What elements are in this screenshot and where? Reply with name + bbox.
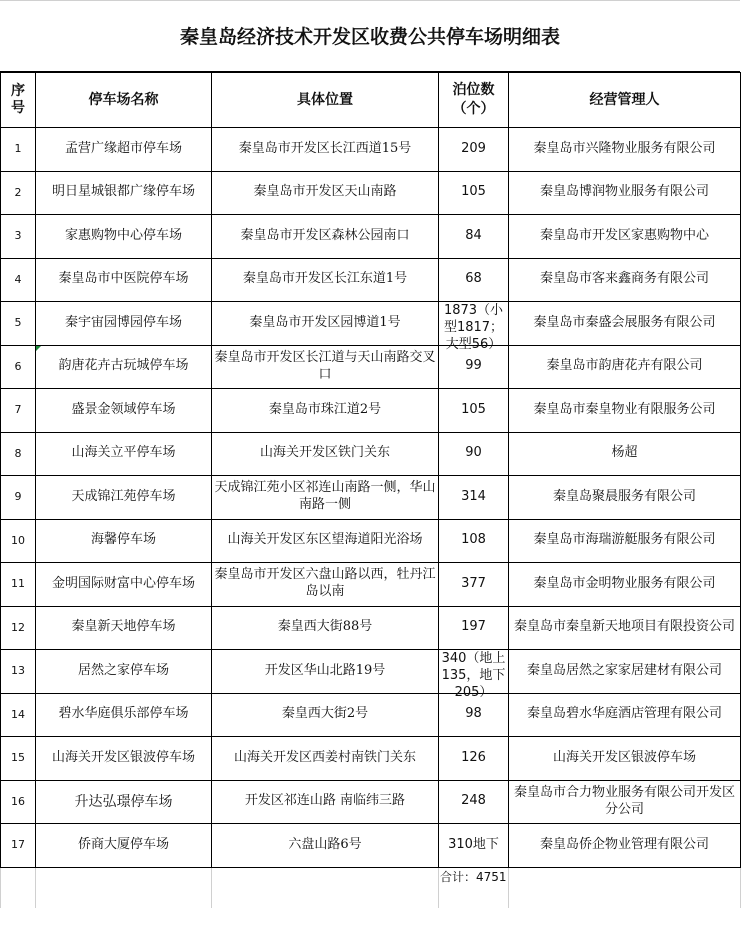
count-value: 105: [461, 401, 486, 417]
count-value: 84: [465, 227, 482, 243]
cell-seq[interactable]: 16: [1, 780, 36, 824]
cell-name[interactable]: 盛景金领域停车场: [36, 389, 212, 433]
table-row: [1, 258, 741, 302]
table-row: [1, 824, 741, 868]
count-value: 340（地上135，地下205）: [441, 651, 506, 701]
cell-name[interactable]: 明日星城银都广缘停车场: [36, 171, 212, 215]
cell-seq[interactable]: 5: [1, 302, 36, 346]
table-row: [1, 737, 741, 781]
cell-name[interactable]: 秦宇宙园博园停车场: [36, 302, 212, 346]
cell-count[interactable]: [439, 519, 509, 563]
cell-name[interactable]: 秦皇岛市中医院停车场: [36, 258, 212, 302]
cell-count[interactable]: [439, 476, 509, 520]
table-row: [1, 215, 741, 259]
count-value: 1873（小型1817；大型56）: [443, 303, 504, 353]
count-value: 105: [461, 184, 486, 200]
count-value: 90: [465, 445, 482, 461]
cell-manager[interactable]: 秦皇岛市客来鑫商务有限公司: [509, 258, 741, 302]
count-value: 126: [461, 749, 486, 765]
cell-manager[interactable]: 秦皇岛市海瑞游艇服务有限公司: [509, 519, 741, 563]
count-value: 68: [465, 271, 482, 287]
cell-name[interactable]: 秦皇新天地停车场: [36, 606, 212, 650]
cell-count[interactable]: [439, 737, 509, 781]
cell-name[interactable]: 天成锦江苑停车场: [36, 476, 212, 520]
table-row: [1, 432, 741, 476]
cell-manager[interactable]: 秦皇岛聚晨服务有限公司: [509, 476, 741, 520]
cell-manager[interactable]: 秦皇岛市秦皇新天地项目有限投资公司: [509, 606, 741, 650]
cell-name[interactable]: 海馨停车场: [36, 519, 212, 563]
cell-location[interactable]: 秦皇岛市开发区天山南路: [212, 171, 439, 215]
cell-manager[interactable]: 秦皇岛侨企物业管理有限公司: [509, 824, 741, 868]
cell-seq[interactable]: 4: [1, 258, 36, 302]
cell-seq[interactable]: 10: [1, 519, 36, 563]
empty-cell[interactable]: [36, 867, 212, 908]
cell-manager[interactable]: 秦皇岛市秦盛会展服务有限公司: [509, 302, 741, 346]
cell-manager[interactable]: 秦皇岛市兴隆物业服务有限公司: [509, 128, 741, 172]
cell-location[interactable]: 秦皇西大街88号: [212, 606, 439, 650]
cell-manager[interactable]: 秦皇岛市秦皇物业有限服务公司: [509, 389, 741, 433]
cell-manager[interactable]: 秦皇岛博润物业服务有限公司: [509, 171, 741, 215]
cell-seq[interactable]: 14: [1, 693, 36, 737]
cell-seq[interactable]: 11: [1, 563, 36, 607]
header-count[interactable]: 泊位数（个）: [439, 73, 509, 128]
count-value: 99: [465, 358, 482, 374]
empty-cell[interactable]: [212, 867, 439, 908]
cell-manager[interactable]: 山海关开发区银波停车场: [509, 737, 741, 781]
cell-seq[interactable]: 13: [1, 650, 36, 694]
cell-location[interactable]: 开发区祁连山路 南临纬三路: [212, 780, 439, 824]
cell-location[interactable]: 六盘山路6号: [212, 824, 439, 868]
cell-name[interactable]: 家惠购物中心停车场: [36, 215, 212, 259]
count-value: 209: [461, 140, 486, 156]
cell-count[interactable]: [439, 171, 509, 215]
cell-count[interactable]: [439, 606, 509, 650]
count-value: 108: [461, 532, 486, 548]
cell-location[interactable]: 秦皇岛市开发区园博道1号: [212, 302, 439, 346]
cell-count[interactable]: [439, 563, 509, 607]
cell-seq[interactable]: 2: [1, 171, 36, 215]
cell-count[interactable]: [439, 389, 509, 433]
cell-seq[interactable]: 9: [1, 476, 36, 520]
table-row: [1, 519, 741, 563]
cell-location[interactable]: 山海关开发区铁门关东: [212, 432, 439, 476]
cell-seq[interactable]: 1: [1, 128, 36, 172]
cell-name[interactable]: 居然之家停车场: [36, 650, 212, 694]
cell-location[interactable]: 山海关开发区东区望海道阳光浴场: [212, 519, 439, 563]
empty-cell[interactable]: [509, 867, 741, 908]
cell-count[interactable]: [439, 302, 509, 353]
empty-cell[interactable]: [1, 867, 36, 908]
page-title: 秦皇岛经济技术开发区收费公共停车场明细表: [0, 0, 740, 72]
cell-seq[interactable]: 7: [1, 389, 36, 433]
cell-count[interactable]: [439, 128, 509, 172]
cell-name[interactable]: 孟营广缘超市停车场: [36, 128, 212, 172]
cell-location[interactable]: 开发区华山北路19号: [212, 650, 439, 694]
cell-manager[interactable]: 秦皇岛市开发区家惠购物中心: [509, 215, 741, 259]
cell-count[interactable]: [439, 258, 509, 302]
header-seq[interactable]: 序号: [1, 73, 36, 128]
cell-name[interactable]: 碧水华庭俱乐部停车场: [36, 693, 212, 737]
header-row: [1, 73, 741, 128]
cell-manager[interactable]: 秦皇岛市金明物业服务有限公司: [509, 563, 741, 607]
table-row: [1, 606, 741, 650]
total-cell[interactable]: 合计：4751: [439, 867, 509, 908]
cell-manager[interactable]: 秦皇岛碧水华庭酒店管理有限公司: [509, 693, 741, 737]
cell-seq[interactable]: 17: [1, 824, 36, 868]
count-value: 314: [461, 488, 486, 504]
cell-manager[interactable]: 秦皇岛市韵唐花卉有限公司: [509, 345, 741, 389]
cell-seq[interactable]: 12: [1, 606, 36, 650]
cell-manager[interactable]: 杨超: [509, 432, 741, 476]
cell-count[interactable]: [439, 432, 509, 476]
header-name[interactable]: 停车场名称: [36, 73, 212, 128]
header-location[interactable]: 具体位置: [212, 73, 439, 128]
cell-location[interactable]: 秦皇岛市开发区长江道与天山南路交叉口: [212, 345, 439, 389]
cell-location[interactable]: 秦皇西大街2号: [212, 693, 439, 737]
cell-location[interactable]: 秦皇岛市开发区长江东道1号: [212, 258, 439, 302]
table-row: [1, 302, 741, 346]
table-row: [1, 128, 741, 172]
cell-name[interactable]: 山海关立平停车场: [36, 432, 212, 476]
cell-name[interactable]: 韵唐花卉古玩城停车场: [36, 345, 212, 389]
table-row: [1, 171, 741, 215]
count-value: 98: [465, 706, 482, 722]
parking-table: [0, 72, 741, 908]
cell-seq[interactable]: 6: [1, 345, 36, 389]
cell-name[interactable]: 升达弘璟停车场: [36, 780, 212, 824]
table-row: [1, 389, 741, 433]
cell-name[interactable]: 金明国际财富中心停车场: [36, 563, 212, 607]
cell-seq[interactable]: 3: [1, 215, 36, 259]
table-row: [1, 693, 741, 737]
cell-location[interactable]: 山海关开发区西姜村南铁门关东: [212, 737, 439, 781]
count-value: 310地下: [448, 836, 499, 852]
cell-count[interactable]: [439, 780, 509, 824]
cell-manager[interactable]: 秦皇岛居然之家家居建材有限公司: [509, 650, 741, 694]
count-value: 197: [461, 619, 486, 635]
count-value: 248: [461, 793, 486, 809]
table-row: [1, 345, 741, 389]
cell-count[interactable]: [439, 650, 509, 701]
comment-marker-icon: [36, 346, 41, 351]
count-value: 377: [461, 575, 486, 591]
cell-name[interactable]: 山海关开发区银波停车场: [36, 737, 212, 781]
table-row: [1, 476, 741, 520]
cell-location[interactable]: 秦皇岛市开发区长江西道15号: [212, 128, 439, 172]
cell-count[interactable]: [439, 824, 509, 868]
table-row: [1, 563, 741, 607]
table-body: [1, 128, 741, 908]
cell-count[interactable]: [439, 215, 509, 259]
cell-location[interactable]: 秦皇岛市开发区六盘山路以西，牡丹江岛以南: [212, 563, 439, 607]
cell-manager[interactable]: 秦皇岛市合力物业服务有限公司开发区分公司: [509, 780, 741, 824]
cell-name[interactable]: 侨商大厦停车场: [36, 824, 212, 868]
cell-location[interactable]: 秦皇岛市开发区森林公园南口: [212, 215, 439, 259]
cell-location[interactable]: 天成锦江苑小区祁连山南路一侧，华山南路一侧: [212, 476, 439, 520]
table-row: [1, 650, 741, 694]
cell-seq[interactable]: 15: [1, 737, 36, 781]
cell-location[interactable]: 秦皇岛市珠江道2号: [212, 389, 439, 433]
cell-seq[interactable]: 8: [1, 432, 36, 476]
header-manager[interactable]: 经营管理人: [509, 73, 741, 128]
total-row: [1, 867, 741, 908]
table-row: [1, 780, 741, 824]
